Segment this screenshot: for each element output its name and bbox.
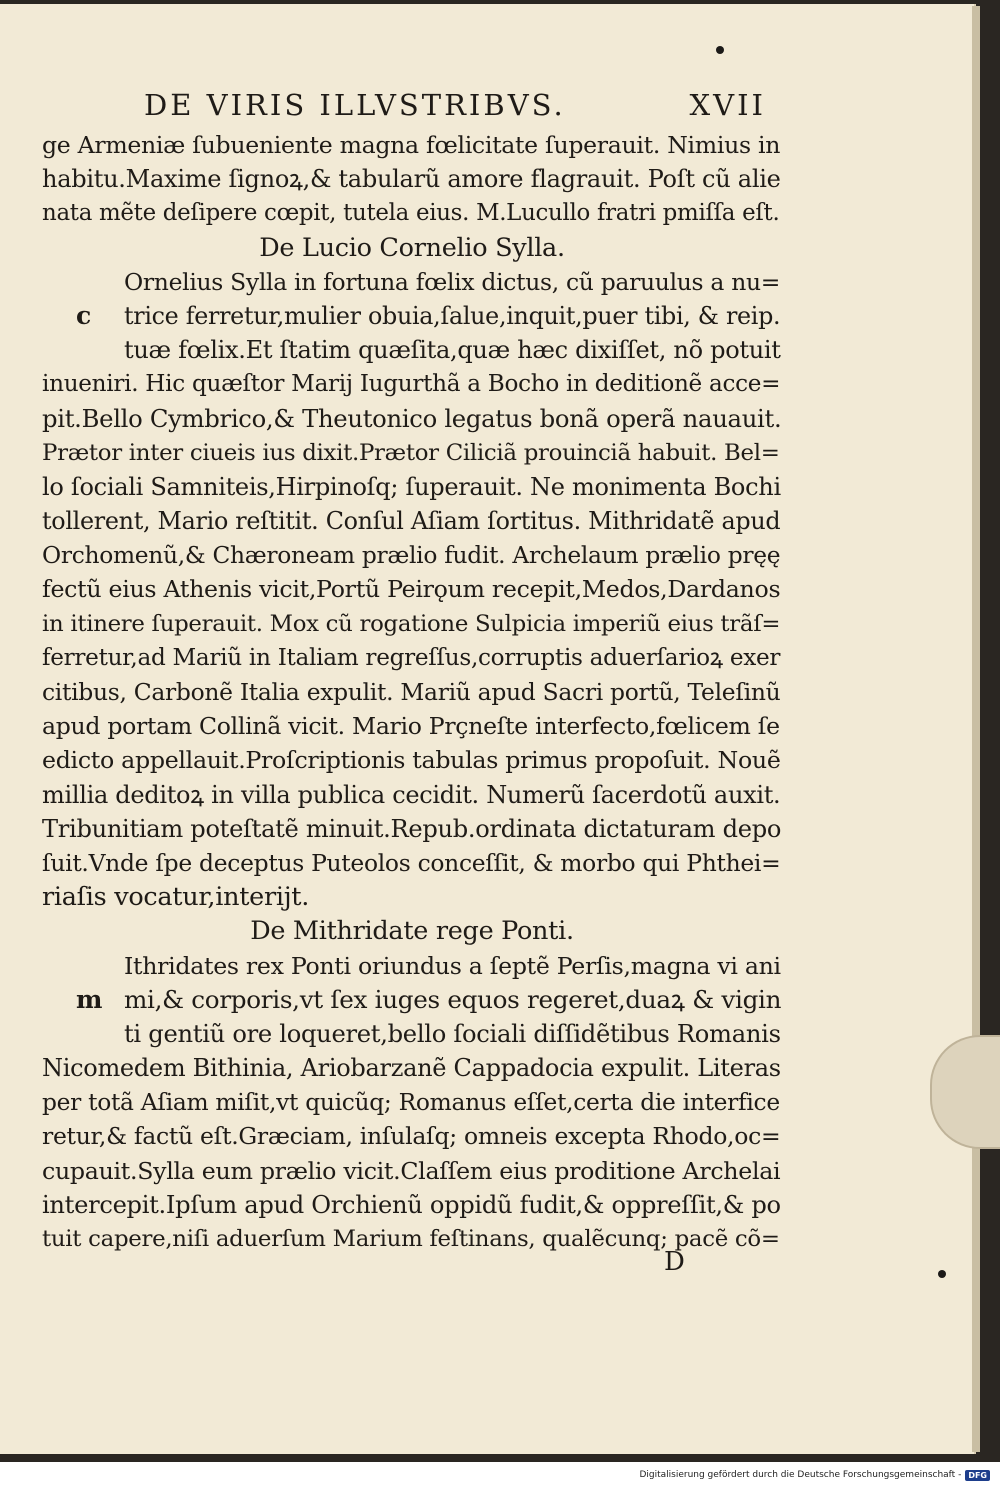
text-line: ge Armeniæ ſubueniente magna fœlicitate ſuperauit. Nimius in — [42, 131, 781, 159]
folio-number: XVII — [689, 88, 766, 122]
text-line: Prætor inter ciueis ius dixit.Prætor Ciliciã prouinciã habuit. Bel= — [42, 439, 780, 466]
dfg-logo-icon: DFG — [965, 1470, 990, 1481]
digitization-footer — [610, 1466, 1000, 1484]
text-line: habitu.Maxime ſignoꝝ,& tabularũ amore flagrauit. Poſt cũ alie — [42, 165, 781, 194]
text-line: intercepit.Ipſum apud Orchienũ oppidũ fudit,& oppreſſit,& po — [42, 1190, 781, 1219]
text-line: Nicomedem Bithinia, Ariobarzanẽ Cappadocia expulit. Literas — [42, 1054, 781, 1083]
text-line: apud portam Collinã vicit. Mario Prçneſte interfecto,fœlicem ſe — [42, 712, 780, 741]
text-line: ti gentiũ ore loqueret,bello ſociali diſſidẽtibus Romanis — [124, 1019, 781, 1048]
text-line: fectũ eius Athenis vicit,Portũ Peirǫum recepit,Medos,Dardanos — [42, 575, 781, 604]
signature-mark: D — [664, 1247, 685, 1277]
section-mithridates — [42, 949, 782, 1257]
running-head-title: DE VIRIS ILLVSTRIBVS. — [144, 88, 566, 122]
text-line: Ithridates rex Ponti oriundus a ſeptẽ Perſis,magna vi ani — [124, 951, 781, 980]
page-edge — [972, 6, 980, 1452]
text-line: ferretur,ad Mariũ in Italiam regreſſus,corruptis aduerſarioꝝ exer — [42, 644, 781, 671]
text-line: in itinere ſuperauit. Mox cũ rogatione Sulpicia imperiũ eius trãſ= — [42, 610, 781, 637]
text-line: riaſis vocatur,interijt. — [42, 882, 310, 913]
heading-sylla: De Lucio Cornelio Sylla. — [259, 232, 565, 263]
text-line: per totã Aſiam miſit,vt quicũq; Romanus eſſet,certa die interfice — [42, 1088, 780, 1117]
text-line: pit.Bello Cymbrico,& Theutonico legatus bonã operã nauauit. — [42, 403, 782, 433]
section-sylla — [42, 265, 782, 915]
text-line: mi,& corporis,vt ſex iuges equos regeret,duaꝝ & vigin — [124, 984, 782, 1014]
text-line: Ornelius Sylla in fortuna fœlix dictus, cũ paruulus a nu= — [124, 267, 781, 296]
text-line: tollerent, Mario reſtitit. Conſul Aſiam ſortitus. Mithridatẽ apud — [42, 507, 781, 536]
text-line: Orchomenũ,& Chæroneam prælio fudit. Archelaum prælio pręę — [42, 541, 781, 570]
initial-letter-mithridates: m — [76, 984, 103, 1014]
running-head — [42, 82, 782, 128]
footer-text: Digitalisierung gefördert durch die Deutsche Forschungsgemeinschaft - — [639, 1470, 962, 1480]
text-line: retur,& factũ eſt.Græciam, inſulaſq; omneis excepta Rhodo,oc= — [42, 1122, 781, 1151]
text-line: tuit capere,niſi aduerſum Marium feſtinans, qualẽcunq; pacẽ cõ= — [42, 1226, 780, 1252]
ink-dot — [716, 46, 724, 54]
text-line: Tribunitiam poteſtatẽ minuit.Repub.ordinata dictaturam depo — [42, 814, 782, 843]
section-armenia — [42, 128, 782, 231]
text-line: tuæ fœlix.Et ſtatim quæſita,quæ hæc dixiſſet, nõ potuit — [124, 336, 781, 365]
text-line: inueniri. Hic quæſtor Marij Iugurthã a Bocho in deditionẽ acce= — [42, 371, 781, 398]
text-line: millia deditoꝝ in villa publica cecidit. Numerũ ſacerdotũ auxit. — [42, 780, 781, 809]
page-text — [42, 82, 782, 1256]
text-line: edicto appellauit.Proſcriptionis tabulas primus propoſuit. Nouẽ — [42, 746, 781, 775]
text-line: ſuit.Vnde ſpe deceptus Puteolos conceſſit, & morbo qui Phthei= — [42, 848, 781, 877]
text-line: citibus, Carbonẽ Italia expulit. Mariũ apud Sacri portũ, Teleſinũ — [42, 678, 781, 706]
text-line: cupauit.Sylla eum prælio vicit.Claſſem eius proditione Archelai — [42, 1156, 781, 1185]
ink-dot — [938, 1270, 946, 1278]
initial-letter-sylla: c — [76, 300, 91, 330]
text-line: nata mẽte deſipere cœpit, tutela eius. M.Lucullo fratri pmiſſa eſt. — [42, 200, 780, 227]
heading-mithridates: De Mithridate rege Ponti. — [250, 916, 574, 947]
text-line: trice ferretur,mulier obuia,ſalue,inquit,puer tibi, & reip. — [124, 301, 781, 330]
text-line: lo ſociali Samniteis,Hirpinoſq; ſuperauit. Ne monimenta Bochi — [42, 472, 781, 501]
